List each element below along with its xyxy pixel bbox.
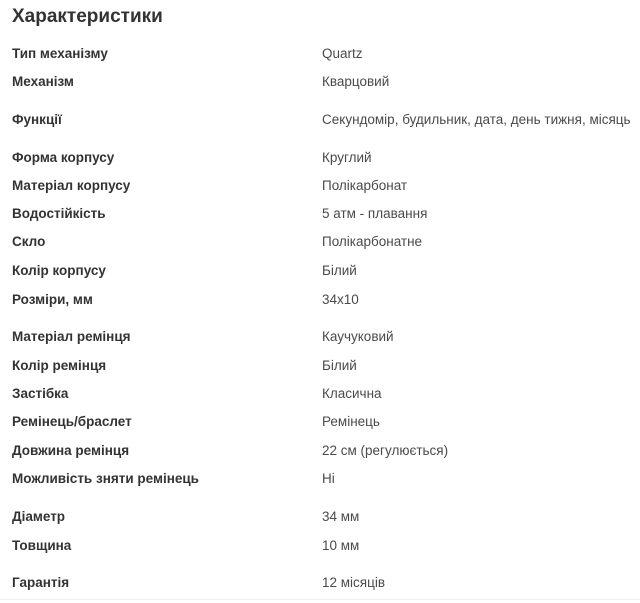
spec-value: Секундомір, будильник, дата, день тижня, місяць [322,112,631,127]
spec-value: Кварцовий [322,74,390,89]
spec-label: Матеріал корпусу [12,178,131,193]
spec-row-dimensions [0,290,640,310]
spec-label: Механізм [12,74,74,89]
spec-label: Функції [12,112,62,127]
spec-row-functions [0,110,640,130]
spec-label: Форма корпусу [12,150,115,165]
spec-label: Матеріал ремінця [12,329,131,344]
spec-label: Діаметр [12,509,66,524]
spec-value: Ні [322,471,335,486]
spec-label: Колір ремінця [12,358,107,373]
spec-row-mechanism-type [0,44,640,64]
spec-row-strap-color [0,356,640,376]
spec-label: Тип механізму [12,46,108,61]
spec-label: Можливість зняти ремінець [12,471,199,486]
spec-value: Полікарбонатне [322,234,423,249]
spec-value: 5 атм - плавання [322,206,428,221]
spec-row-water-resistance [0,204,640,224]
spec-row-removable-strap [0,469,640,489]
spec-label: Ремінець/браслет [12,414,132,429]
spec-value: 10 мм [322,538,360,553]
spec-label: Застібка [12,386,69,401]
spec-label: Колір корпусу [12,263,106,278]
spec-row-strap-bracelet [0,412,640,432]
spec-label: Розміри, мм [12,292,93,307]
spec-label: Водостійкість [12,206,106,221]
section-title: Характеристики [12,6,163,27]
spec-value: Каучуковий [322,329,394,344]
spec-value: Ремінець [322,414,380,429]
spec-value: Круглий [322,150,372,165]
spec-row-mechanism [0,72,640,92]
spec-label: Довжина ремінця [12,443,130,458]
spec-row-case-material [0,176,640,196]
spec-value: Полікарбонат [322,178,408,193]
spec-label: Товщина [12,538,72,553]
spec-row-strap-material [0,327,640,347]
spec-value: 22 см (регулюється) [322,443,449,458]
spec-value: Класична [322,386,382,401]
spec-row-glass [0,232,640,252]
spec-value: Білий [322,358,357,373]
spec-row-case-shape [0,148,640,168]
spec-row-strap-length [0,441,640,461]
spec-value: Білий [322,263,357,278]
spec-value: Quartz [322,46,363,61]
spec-row-case-color [0,261,640,281]
spec-row-diameter [0,507,640,527]
bottom-divider [0,599,640,600]
spec-label: Гарантія [12,575,70,590]
spec-row-clasp [0,384,640,404]
spec-value: 12 місяців [322,575,386,590]
spec-row-thickness [0,536,640,556]
spec-label: Скло [12,234,46,249]
spec-value: 34x10 [322,292,359,307]
spec-value: 34 мм [322,509,360,524]
spec-row-warranty [0,573,640,593]
